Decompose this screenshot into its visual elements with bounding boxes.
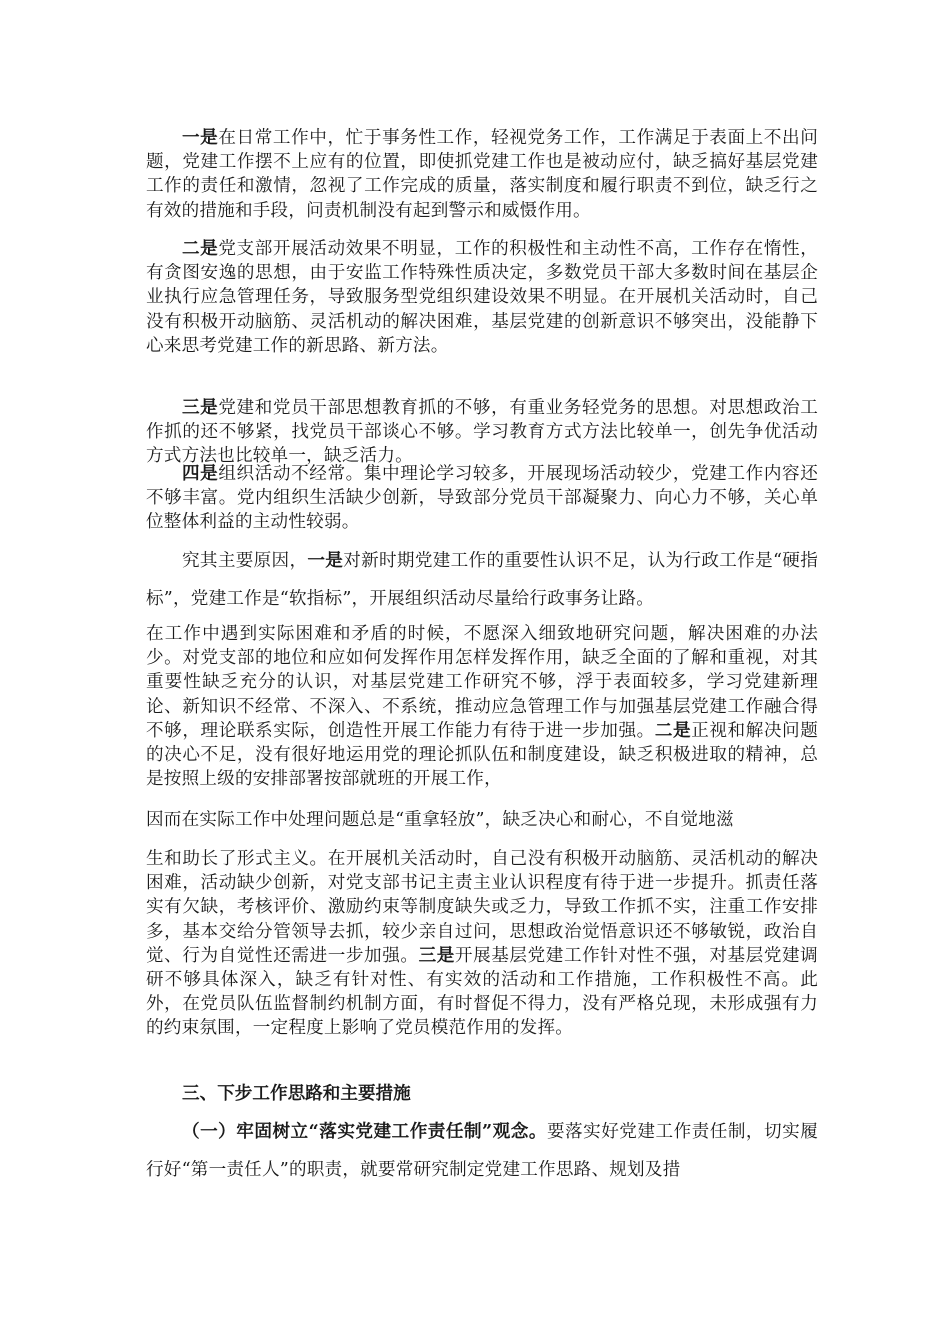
paragraph-8-text-1: 生和助长了形式主义。在开展机关活动时，自己没有积极开动脑筋、灵活机动的解决困难，活动缺少创新，对党支部书记主责主业认识程度有待于进一步提升。抓责任落实有欠缺，考核评价、激励约束等制度缺失或乏力，导致工作抓不实，注重工作安排多，基本交给分管领导去抓，较少亲自过问，思想政治觉悟意识还不够敏锐，政治自觉、行为自觉性还需进一步加强。 (146, 849, 818, 966)
paragraph-6-text-2: 正视和解决问题的决心不足，没有很好地运用党的理论抓队伍和制度建设，缺乏积极进取的精神，总是按照上级的安排部署按部就班的开展工作， (146, 720, 819, 790)
paragraph-2-lead: 二是 (182, 238, 219, 259)
paragraph-8-lead: 三是 (418, 944, 455, 966)
paragraph-6 (146, 622, 818, 791)
paragraph-1-text: 在日常工作中，忙于事务性工作，轻视党务工作，工作满足于表面上不出问题，党建工作摆不上应有的位置，即使抓党建工作也是被动应付，缺乏搞好基层党建工作的责任和激情，忽视了工作完成的质量，落实制度和履行职责不到位，缺乏行之有效的措施和手段，问责机制没有起到警示和威慑作用。 (146, 128, 818, 221)
paragraph-8 (146, 847, 818, 1041)
paragraph-4-lead: 四是 (182, 463, 219, 484)
paragraph-1 (146, 126, 818, 223)
paragraph-7-text: 因而在实际工作中处理问题总是“重拿轻放”，缺乏决心和耐心，不自觉地滋 (146, 810, 734, 830)
paragraph-3 (146, 396, 818, 469)
paragraph-4 (146, 462, 818, 535)
paragraph-4-text: 组织活动不经常。集中理论学习较多，开展现场活动较少，党建工作内容还不够丰富。党内组织生活缺少创新，导致部分党员干部凝聚力、向心力不够，关心单位整体利益的主动性较弱。 (146, 464, 818, 533)
paragraph-9 (146, 1113, 818, 1189)
section-heading-3: 三、下步工作思路和主要措施 (182, 1083, 411, 1104)
paragraph-6-lead: 二是 (654, 719, 692, 741)
paragraph-1-lead: 一是 (182, 127, 219, 148)
paragraph-3-text: 党建和党员干部思想教育抓的不够，有重业务轻党务的思想。对思想政治工作抓的还不够紧，找党员干部谈心不够。学习教育方式方法比较单一，创先争优活动方式方法也比较单一，缺乏活力。 (146, 398, 818, 467)
paragraph-9-text: 要落实好党建工作责任制，切实履行好“第一责任人”的职责，就要常研究制定党建工作思路、规划及措 (146, 1122, 818, 1180)
paragraph-5-lead: 一是 (307, 550, 344, 571)
paragraph-2-text: 党支部开展活动效果不明显，工作的积极性和主动性不高，工作存在惰性，有贪图安逸的思想，由于安监工作特殊性质决定，多数党员干部大多数时间在基层企业执行应急管理任务，导致服务型党组织建设效果不明显。在开展机关活动时，自己没有积极开动脑筋、灵活机动的解决困难，基层党建的创新意识不够突出，没能静下心来思考党建工作的新思路、新方法。 (146, 239, 818, 356)
paragraph-6-text-1: 在工作中遇到实际困难和矛盾的时候，不愿深入细致地研究问题，解决困难的办法少。对党支部的地位和应如何发挥作用怎样发挥作用，缺乏全面的了解和重视，对其重要性缺乏充分的认识，对基层党建工作研究不够，浮于表面较多，学习党建新理论、新知识不经常、不深入、不系统，推动应急管理工作与加强基层党建工作融合得不够，理论联系实际，创造性开展工作能力有待于进一步加强。 (146, 624, 818, 741)
paragraph-5-text: 对新时期党建工作的重要性认识不足，认为行政工作是“硬指标”，党建工作是“软指标”，开展组织活动尽量给行政事务让路。 (146, 551, 818, 609)
paragraph-5 (146, 542, 818, 618)
paragraph-3-lead: 三是 (182, 397, 219, 418)
paragraph-5-pre: 究其主要原因， (182, 551, 308, 571)
paragraph-8-text-2: 开展基层党建工作针对性不强，对基层党建调研不够具体深入，缺乏有针对性、有实效的活动和工作措施，工作积极性不高。此外，在党员队伍监督制约机制方面，有时督促不得力，没有严格兑现，未形成强有力的约束氛围，一定程度上影响了党员模范作用的发挥。 (146, 945, 818, 1039)
paragraph-2 (146, 237, 818, 358)
paragraph-7 (146, 808, 818, 832)
paragraph-9-lead: （一）牢固树立“落实党建工作责任制”观念。 (182, 1121, 547, 1142)
